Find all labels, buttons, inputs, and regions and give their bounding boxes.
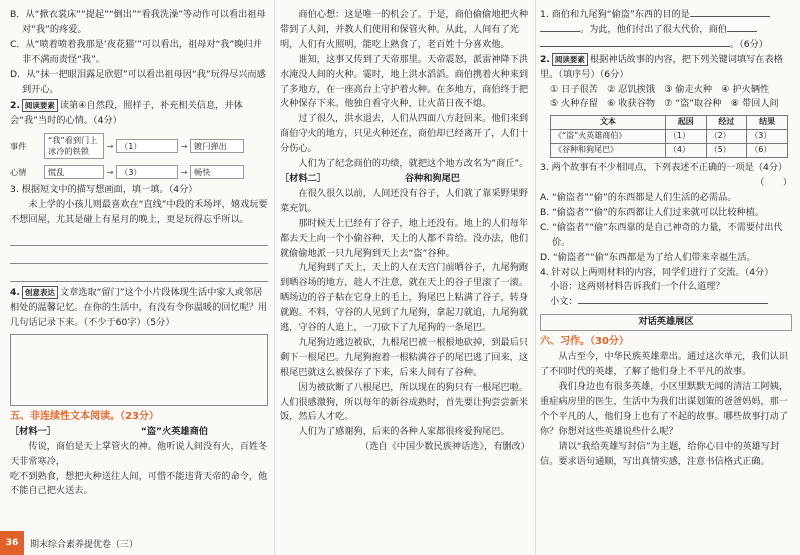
question-1-text: 。为此，他们付出了很大代价，商伯 <box>580 23 727 35</box>
question-2 <box>10 99 268 129</box>
table-header: 起因 <box>665 116 706 130</box>
writing-box[interactable] <box>10 334 268 406</box>
option-d: D．从“抹一把眼泪露足欣慰”可以看出祖母因“我”玩得尽兴而感到开心。 <box>10 68 266 95</box>
table-cell[interactable]: （5） <box>706 144 747 158</box>
question-2-number: 2. <box>10 100 20 112</box>
answer-line[interactable] <box>10 264 268 282</box>
question-1-end <box>540 38 792 53</box>
option-d: D. “偷盗者”“偷”东西都是为了给人们带来幸福生活。 <box>540 251 756 263</box>
arrow-icon: → <box>106 140 114 151</box>
story-paragraph: 九尾狗边逃边被砍，九根尾巴被一根根地砍掉，到最后只剩下一根尾巴。九尾狗抱着一根粘满谷子的尾巴逃了回来，这根尾巴就这么被保存了下来，后来人间有了谷种。 <box>280 336 529 378</box>
answer-line[interactable] <box>10 228 268 246</box>
question-2 <box>540 53 792 83</box>
footer-label: 期末综合素养提优卷（三） <box>30 539 139 550</box>
question-4-tag: 创意表达 <box>22 286 58 299</box>
section-5-heading: 五、非连续性文本阅读。（23分） <box>10 410 159 422</box>
question-2-text: 读第④自然段，照样子，补充相关信息，并体会“我”当时的心情。（4分） <box>10 100 243 127</box>
keyword-row: ① 日子很苦 ② 忍饥挨饿 ③ 偷走火种 ④ 护火辆性 <box>550 83 770 95</box>
flow-event-3: 镀闩弹出 <box>190 139 244 154</box>
table-cell: 《“盗”火英雄商伯》 <box>551 130 666 144</box>
question-1-text: 1. 商伯和九尾狗“偷盗”东西的目的是 <box>540 9 690 20</box>
writing-prompt: 请以“我给英雄写封信”为主题，给你心目中的英雄写封信。要求语句通顺，写出真情实感，注意书信格式正确。 <box>540 440 780 467</box>
question-2-number: 2. <box>540 53 550 65</box>
keyword-row: ⑤ 火种存留 ⑥ 收获谷物 ⑦ “盗”取谷种 ⑧ 带回人间 <box>550 98 779 110</box>
option-a: A. “偷盗者”“偷”的东西都是人们生活的必需品。 <box>540 192 737 204</box>
option-c: C．从“喷着喷着我那是‘夜花猫’”可以看出，祖母对“我”晚归并非不满而责怪“我”。 <box>10 38 262 65</box>
event-mood-flow <box>10 133 268 179</box>
left-column <box>10 8 268 499</box>
flow-mood-1: 慌乱 <box>44 165 104 180</box>
xiaowen-line <box>540 295 792 310</box>
flow-mood-2[interactable]: （3） <box>116 165 178 180</box>
answer-blank[interactable] <box>578 303 768 304</box>
material-1-paragraph: 传说，商伯是天上掌管火的神。他听说人间没有火，百姓冬天非常寒冷， <box>10 440 268 467</box>
table-cell[interactable]: （4） <box>665 144 706 158</box>
story-paragraph: 九尾狗到了天上，天上的人在天宫门前晒谷子，九尾狗跑到晒谷场的地方，趁人不注意，就在天上的谷子里滚了一滚。晒场边的谷子粘在它身上的毛上，狗尾巴上粘满了谷子，转身就跑。不料，守谷的人见到了九尾狗，拿起刀就追，九尾狗就逃，守谷的人追上，一刀砍下了九尾狗的一条尾巴。 <box>280 262 529 334</box>
page-number: 36 <box>0 531 24 555</box>
page-footer <box>0 531 150 555</box>
flow-mood-label: 心情 <box>10 166 27 177</box>
table-header: 文本 <box>551 116 666 130</box>
material-1-header <box>10 425 268 440</box>
story-paragraph: 商伯心想：这是唯一的机会了。于是，商伯偷偷地把火种带到了人间，并教人们使用和保管火种。从此，人间有了光明，人们有火照明，能吃上熟食了，老百姓十分喜欢他。 <box>280 9 529 50</box>
question-2-tag: 阅读要素 <box>552 53 588 66</box>
flow-event-2[interactable]: （1） <box>116 139 178 154</box>
writing-prompt: 我们身边也有很多英雄，小区里默默无闻的清洁工阿姨，重症病房里的医生，生活中为我们出谋划策的爸爸妈妈，那一个个平凡的人，他们身上也有了不起的故事。哪些故事打动了你？你想对这些英雄说些什么呢？ <box>540 381 789 437</box>
writing-prompt: 从古至今，中华民族英雄辈出。通过这次单元，我们认识了不同时代的英雄，了解了他们身上不平凡的故事。 <box>540 351 789 378</box>
question-4-number: 4. <box>10 286 20 298</box>
table-row <box>551 144 788 158</box>
middle-column <box>280 8 530 455</box>
question-1 <box>540 8 792 23</box>
table-header: 经过 <box>706 116 747 130</box>
arrow-icon: → <box>180 140 188 151</box>
answer-blank[interactable] <box>540 31 580 32</box>
question-1-score: 。（6分） <box>730 38 768 50</box>
material-1-paragraph: 吃不到熟食，想把火种送往人间，可惜不能违背天帝的命令，他不能自己把火送去。 <box>10 470 268 497</box>
answer-paren[interactable]: （ ） <box>755 177 792 189</box>
table-cell[interactable]: （2） <box>706 130 747 144</box>
story-paragraph: 人们为了感谢狗，后来的各种人家都很疼爱狗尾巴。 <box>298 426 510 438</box>
question-4-text: 文章选取“留门”这个小片段体现生活中家人或邻居相处的温馨记忆。在你的生活中，有没有令你温暖的回忆呢？用几句话记录下来。（不少于60字）（5分） <box>10 286 268 328</box>
answer-blank[interactable] <box>690 16 770 17</box>
xiaoyu-line <box>540 280 792 295</box>
hero-banner: 对话英雄展区 <box>540 314 792 331</box>
question-2-tag: 阅读要素 <box>22 99 58 112</box>
section-6-heading: 六、习作。（30分） <box>540 336 629 348</box>
column-divider <box>535 0 536 555</box>
story-paragraph: 谁知，这事又传到了天帝那里。天帝震怒，派雷神降下洪水淹没人间的火种。霎时，地上洪水滔滔。商伯携着火种来到了多地方，在一座高台上守护着火种。在多地方，商伯终于把火种保存下来。他独自看守火种，让火苗日夜不熄。 <box>280 53 529 110</box>
story-paragraph: 过了很久，洪水退去，人们从四面八方赶回来。他们来到商伯守火的地方，只见火种还在，商伯却已经离开了，人们十分伤心。 <box>280 113 529 155</box>
question-4: 4. 针对以上两则材料的内容，同学们进行了交流。（4分） <box>540 266 774 278</box>
source-note: （选自《中国少数民族神话选》，有删改） <box>360 441 530 453</box>
material-1-title: “盗”火英雄商伯 <box>140 425 208 437</box>
flow-event-label: 事件 <box>10 140 27 151</box>
material-2-label: ［材料二］ <box>280 172 326 184</box>
column-divider <box>274 0 275 555</box>
flow-mood-3: 畅快 <box>190 165 244 180</box>
question-3-quote: 未上学的小孩儿则最喜欢在“直线”中段的禾场坪，嬉戏玩要不想回屋，尤其是碰上有星月的晚上，更是玩得忘乎所以。 <box>10 199 268 226</box>
story-paragraph: 人们为了纪念商伯的功绩，就把这个地方改名为“商丘”。 <box>298 158 529 170</box>
material-1-label: ［材料一］ <box>10 425 56 437</box>
flow-event-1: “我”看到门上冰冷的铁锁 <box>44 133 104 158</box>
right-column <box>540 8 792 470</box>
arrow-icon: → <box>180 166 188 177</box>
table-cell[interactable]: （6） <box>747 144 788 158</box>
question-2-text: 根据神话故事的内容，把下列关键词填写在表格里。（填序号）（6分） <box>540 53 783 80</box>
answer-blank[interactable] <box>540 46 730 47</box>
story-paragraph: 那时候天上已经有了谷子，地上还没有。地上的人们每年都去天上向一个小偷谷种，天上的人都不肯给。没办法，他们就偷偷地派一只九尾狗到天上去“盗”谷种。 <box>280 217 529 259</box>
table-cell[interactable]: （1） <box>665 130 706 144</box>
story-paragraph: 在很久很久以前，人间还没有谷子，人们就了靠采野果野菜充饥。 <box>280 187 529 214</box>
story-table <box>550 115 788 158</box>
xiaowen-text: 小文： <box>550 296 578 308</box>
arrow-icon: → <box>106 166 114 177</box>
option-b: B．从“掀衣裳床”“提起”“倒出”“看我洗澡”等动作可以看出祖母对“我”的疼爱。 <box>10 9 266 35</box>
table-row <box>551 130 788 144</box>
option-b: B. “偷盗者”“偷”的东西都让人们过来就可以比较种植。 <box>540 206 765 218</box>
answer-blank[interactable] <box>727 31 757 32</box>
question-3: 3. 两个故事有不少相同点，下列表述不正确的一项是（4分） <box>540 162 788 174</box>
table-header: 结果 <box>747 116 788 130</box>
table-cell[interactable]: （3） <box>747 130 788 144</box>
material-2-title: 谷种和狗尾巴 <box>404 172 460 184</box>
material-2-header <box>280 172 530 187</box>
story-paragraph: 因为被砍断了八根尾巴，所以现在的狗只有一根尾巴啦。人们很感激狗，所以每年的新谷成熟时，首先要让狗尝尝新米饭，然后人才吃。 <box>280 381 529 423</box>
xiaoyu-text: 小语：这两则材料告诉我们一个什么道理？ <box>550 281 725 293</box>
answer-line[interactable] <box>10 246 268 264</box>
question-4 <box>10 286 268 331</box>
table-cell: 《谷种和狗尾巴》 <box>551 144 666 158</box>
question-3: 3. 根据短文中的描写想画面，填一填。（4分） <box>10 184 198 196</box>
question-1-cont <box>540 23 792 38</box>
option-c: C. “偷盗者”“偷”东西靠的是自己神奇的力量，不需要付出代价。 <box>540 221 783 248</box>
